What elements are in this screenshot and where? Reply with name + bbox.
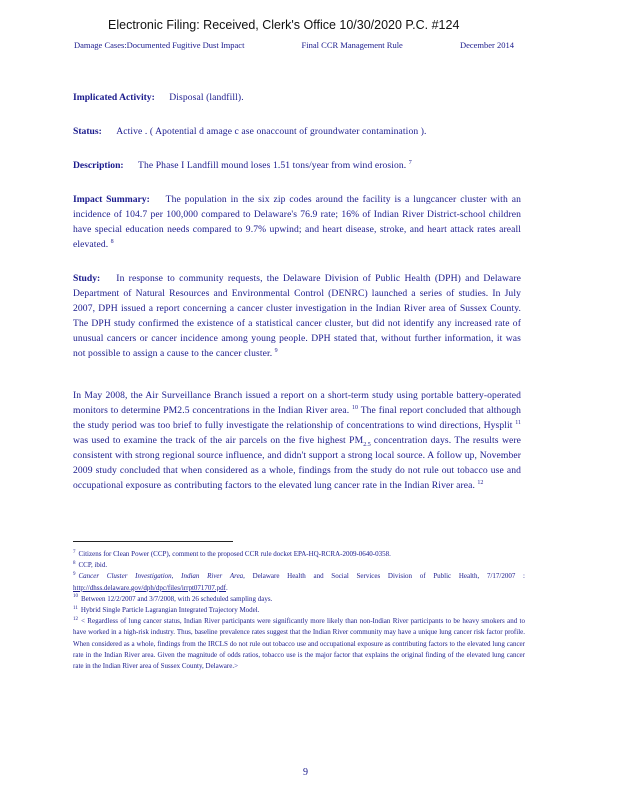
footnote-9 xyxy=(73,571,525,593)
air-surveillance-paragraph xyxy=(73,388,521,493)
footnote-7 xyxy=(73,549,525,560)
running-header-center: Final CCR Management Rule xyxy=(301,40,403,50)
footnote-10 xyxy=(73,594,525,605)
footnote-12 xyxy=(73,616,525,672)
page-number: 9 xyxy=(303,767,308,778)
footnote-7-text: Citizens for Clean Power (CCP), comment to the proposed CCR rule docket EPA-HQ-RCRA-2009-0640-0358. xyxy=(78,550,391,558)
study-section xyxy=(73,271,521,361)
footnote-9-text: , Delaware Health and Social Services Division of Public Health, 7/17/2007 : xyxy=(243,572,525,581)
running-header-left: Damage Cases:Documented Fugitive Dust Impact xyxy=(74,40,245,50)
footnote-ref-11: 11 xyxy=(515,419,521,426)
study-text: In response to community requests, the Delaware Division of Public Health (DPH) and Delaware Department of Natural Resources and Environmental Control (DENRC) launched a series of studies. In July 2007, DPH issued a report concerning a cancer cluster investigation in the Indian River area of Sussex County. The DPH study confirmed the existence of a statistical cancer cluster, but did not identify any increased rate of unusual cancers or cancer incidence among young people. DPH stated that, without further information, it was not possible to assign a cause to the cancer cluster. xyxy=(73,273,521,359)
impact-summary-text: The population in the six zip codes around the facility is a lungcancer cluster with an incidence of 104.7 per 100,000 compared to Delaware's 76.9 rate; 16% of Indian River District-school children have special education needs compared to 9.7% upwind; and heart disease, stroke, and heart attack rates areall elevated. xyxy=(73,194,521,250)
description-label: Description: xyxy=(73,160,124,171)
footnote-10-text: Between 12/2/2007 and 3/7/2008, with 26 scheduled sampling days. xyxy=(81,594,273,603)
footnote-8-number: 8 xyxy=(73,560,76,566)
footnote-ref-7: 7 xyxy=(408,159,412,166)
footnotes xyxy=(73,549,525,672)
description-text: The Phase I Landfill mound loses 1.51 tons/year from wind erosion. xyxy=(138,160,407,171)
study-label: Study: xyxy=(73,273,101,284)
footnote-12-number: 12 xyxy=(73,616,78,622)
running-header-right: December 2014 xyxy=(459,40,514,50)
footnote-9-number: 9 xyxy=(73,572,76,578)
footnote-11-text: Hybrid Single Particle Lagrangian Integrated Trajectory Model. xyxy=(80,606,260,615)
footnote-9-tail: . xyxy=(226,583,228,592)
implicated-activity-section xyxy=(73,90,521,105)
footnote-7-number: 7 xyxy=(73,549,76,555)
running-header xyxy=(74,40,514,50)
footnote-8 xyxy=(73,560,525,571)
impact-summary-section xyxy=(73,192,521,252)
footnote-ref-10: 10 xyxy=(351,404,358,411)
footnote-ref-12: 12 xyxy=(477,479,484,486)
status-label: Status: xyxy=(73,126,102,137)
footnote-10-number: 10 xyxy=(73,594,78,600)
air-paragraph-part2: The final report concluded that although the study period was too brief to fully investigate the relationship of concentrations to wind directions, Hysplit xyxy=(73,405,521,431)
footnote-ref-8: 8 xyxy=(110,238,114,245)
filing-header: Electronic Filing: Received, Clerk's Office 10/30/2020 P.C. #124 xyxy=(108,18,460,32)
footnote-12-text: < Regardless of lung cancer status, Indian River participants were significantly more likely than non-Indian River participants to be heavy smokers and to have worked in a high-risk industry. Thus, baseline prevalence rates suggest that the Indian River community may have a unique lung cancer risk factor profile. When considered as a whole, findings from the IRCLS do not rule out tobacco use and occupational exposure as contributing factors to the elevated lung cancer rate in the Indian River area. Given the magnitude of odds ratios, tobacco use is the major factor that explains the original finding of the elevated lung cancer rate in the Indian River area of Sussex County, Delaware.> xyxy=(73,617,525,671)
air-paragraph-part4: concentration days. The results were consistent with strong regional source influence, and didn't support a strong local source. A follow up, November 2009 study concluded that when considered as a whole, findings from the study do not rule out tobacco use and occupational exposure as contributing factors to the elevated lung cancer rate in the Indian River area. xyxy=(73,435,521,491)
implicated-activity-label: Implicated Activity: xyxy=(73,92,155,103)
air-paragraph-part1: In May 2008, the Air Surveillance Branch issued a report on a short-term study using portable battery-operated monitors to determine PM2.5 concentrations in the Indian River area. xyxy=(73,390,521,416)
implicated-activity-text: Disposal (landfill). xyxy=(169,92,244,103)
pm-subscript: 2.5 xyxy=(363,441,371,448)
footnote-divider xyxy=(73,541,233,542)
air-paragraph-part3: was used to examine the track of the air parcels on the five highest PM xyxy=(73,435,364,446)
footnote-ref-9: 9 xyxy=(274,347,278,354)
status-section xyxy=(73,124,521,139)
footnote-9-link[interactable]: http://dhss.delaware.gov/dph/dpc/files/irrpt071707.pdf xyxy=(73,583,227,592)
footnote-9-title: Cancer Cluster Investigation, Indian River Area xyxy=(78,572,244,581)
footnote-11-number: 11 xyxy=(73,605,78,611)
footnote-8-text: CCP, ibid. xyxy=(78,561,108,570)
status-text: Active . ( Apotential d amage c ase onaccount of groundwater contamination ). xyxy=(116,126,427,137)
footnote-11 xyxy=(73,605,525,616)
impact-summary-label: Impact Summary: xyxy=(73,194,150,205)
description-section xyxy=(73,158,521,173)
